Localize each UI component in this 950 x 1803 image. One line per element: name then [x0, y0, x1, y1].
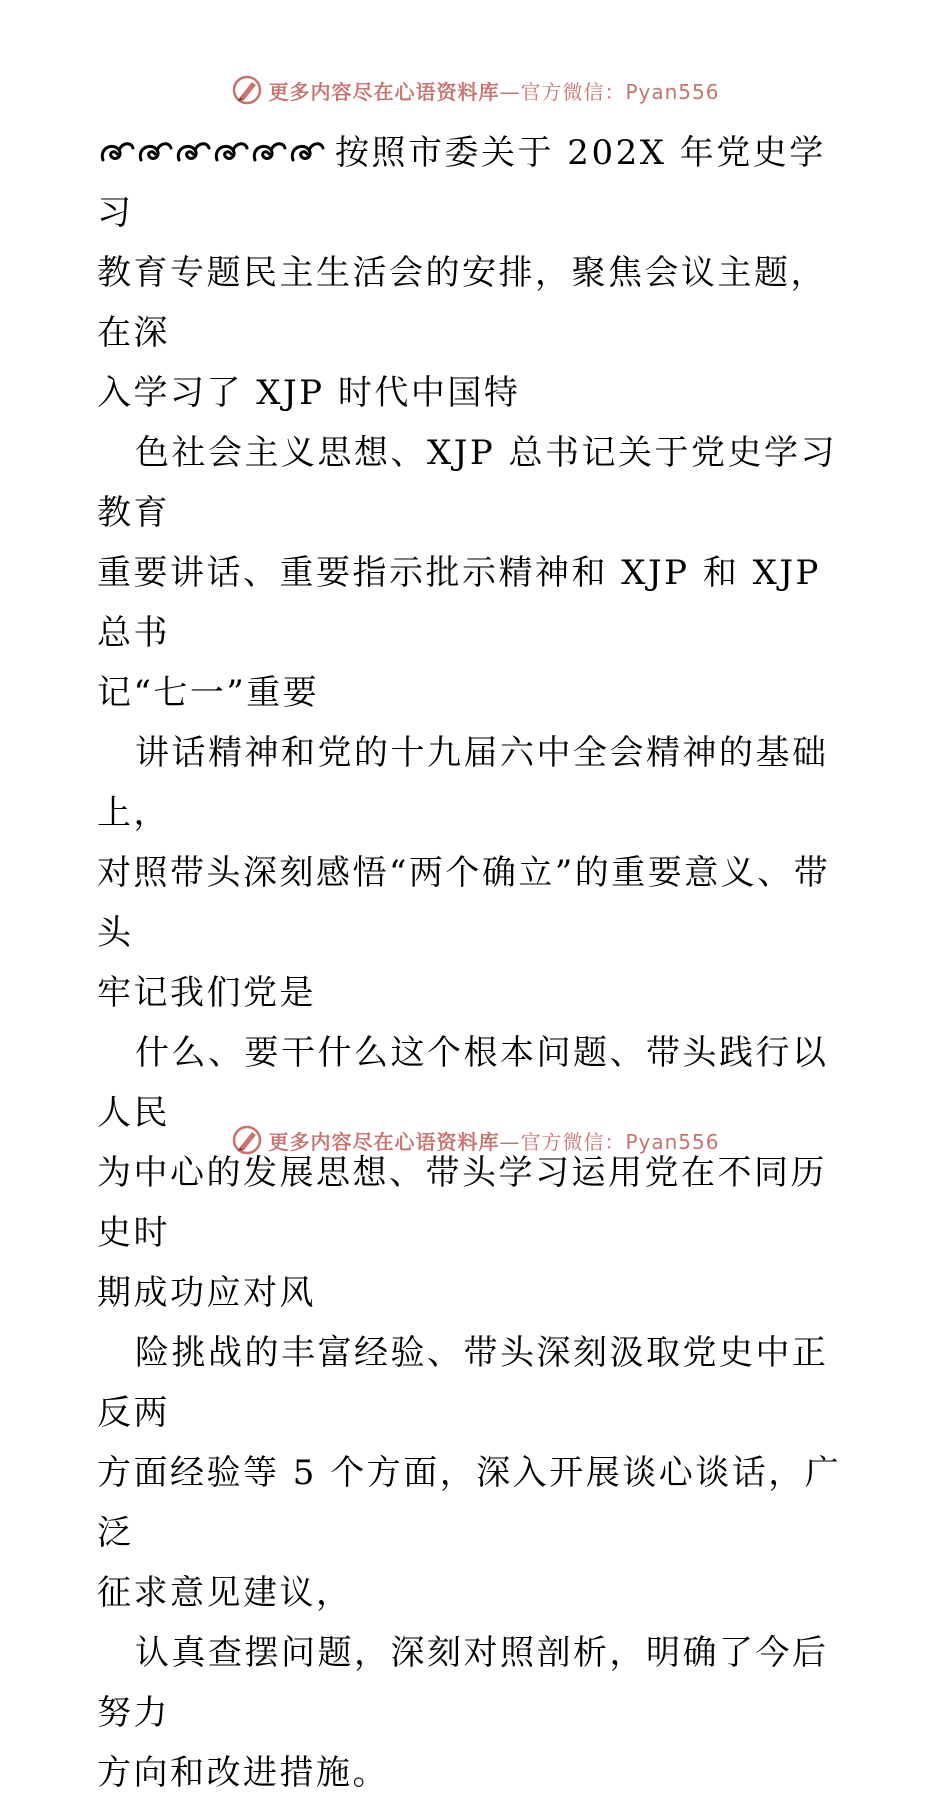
paragraph-5-line-2: 方面经验等 5 个方面，深入开展谈心谈话，广泛: [97, 1453, 842, 1553]
pen-logo-icon: [230, 1123, 264, 1157]
paragraph-2-line-3: 记“七一”重要: [97, 673, 320, 713]
paragraph-1-line-3: 入学习了 XJP 时代中国特: [97, 373, 521, 413]
paragraph-6-line-1: 认真查摆问题，深刻对照剖析，明确了今后努力: [97, 1633, 829, 1733]
document-body: [97, 123, 857, 1803]
paragraph-5: [97, 1323, 857, 1623]
footer-watermark: [0, 1120, 950, 1160]
paragraph-4-line-1: 什么、要干什么这个根本问题、带头践行以人民: [97, 1033, 829, 1133]
watermark-wechat-text: —官方微信：Pyan556: [499, 79, 720, 104]
paragraph-5-line-1: 险挑战的丰富经验、带头深刻汲取党史中正反两: [97, 1333, 829, 1433]
watermark-wechat-text: —官方微信：Pyan556: [499, 1129, 720, 1154]
paragraph-3-line-3: 牢记我们党是: [97, 973, 316, 1013]
watermark-main-text: 更多内容尽在心语资料库: [268, 79, 500, 104]
paragraph-4: [97, 1023, 857, 1323]
paragraph-3-line-2: 对照带头深刻感悟“两个确立”的重要意义、带头: [97, 853, 831, 953]
paragraph-4-line-3: 期成功应对风: [97, 1273, 316, 1313]
header-watermark: [0, 70, 950, 110]
paragraph-1-line-2: 教育专题民主生活会的安排，聚焦会议主题，在深: [97, 253, 827, 353]
paragraph-4-line-2: 为中心的发展思想、带头学习运用党在不同历史时: [97, 1153, 827, 1253]
pen-logo-icon: [230, 73, 264, 107]
paragraph-2: [97, 423, 857, 723]
paragraph-6-line-2: 方向和改进措施。: [97, 1753, 389, 1793]
paragraph-6: [97, 1623, 857, 1803]
decorative-ornaments-icon: [97, 134, 335, 168]
paragraph-2-line-2: 重要讲话、重要指示批示精神和 XJP 和 XJP 总书: [97, 553, 835, 653]
watermark-main-text: 更多内容尽在心语资料库: [268, 1129, 500, 1154]
paragraph-2-line-1: 色社会主义思想、XJP 总书记关于党史学习教育: [97, 433, 838, 533]
paragraph-5-line-3: 征求意见建议，: [97, 1573, 353, 1613]
paragraph-3-line-1: 讲话精神和党的十九届六中全会精神的基础上，: [97, 733, 829, 833]
paragraph-3: [97, 723, 857, 1023]
paragraph-1: [97, 123, 857, 423]
paragraph-1-line-1: 按照市委关于 202X 年党史学习: [97, 133, 826, 233]
